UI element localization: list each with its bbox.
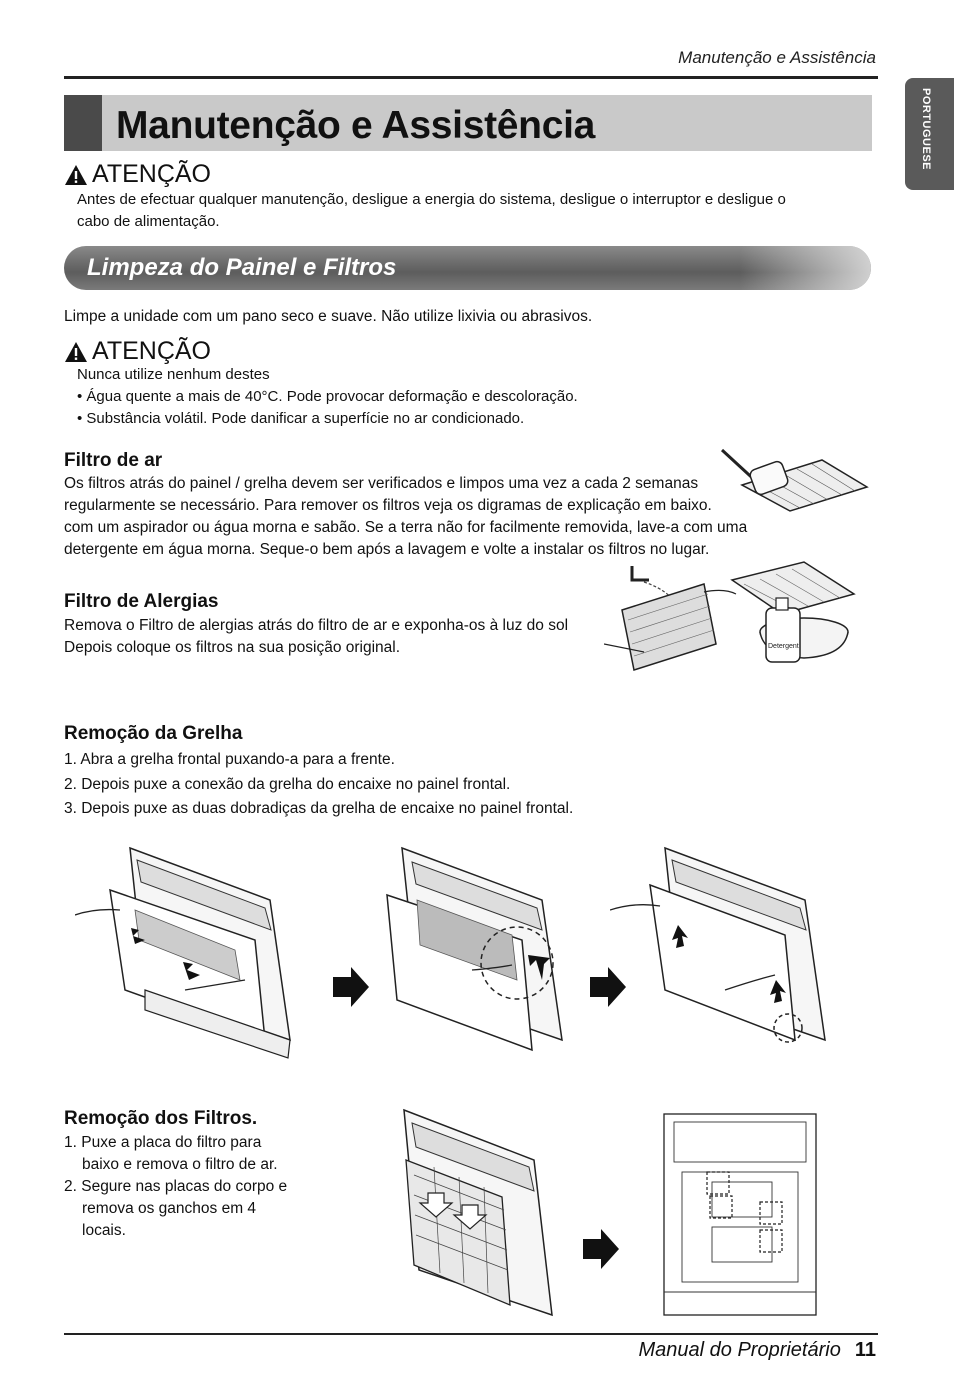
text-line: Os filtros atrás do painel / grelha devem ser verificados e limpos uma vez a cada 2 semanas	[64, 475, 699, 492]
step-arrow-icon	[333, 967, 369, 1007]
warning-heading-1	[64, 160, 211, 189]
warning-icon	[64, 341, 88, 363]
filter-washing-illustration	[604, 552, 866, 682]
title-accent-block	[64, 95, 102, 151]
step-item: 3. Depois puxe as duas dobradiças da grelha de encaixe no painel frontal.	[64, 800, 574, 817]
filter-hooks-illustration	[662, 1112, 818, 1317]
language-tab	[905, 78, 954, 190]
warning-text-2	[77, 364, 578, 430]
text-line: Depois coloque os filtros na sua posição original.	[64, 639, 401, 656]
warning-lead: Nunca utilize nenhum destes	[77, 366, 270, 383]
warning-text-1	[77, 189, 786, 233]
warning-line: Antes de efectuar qualquer manutenção, desligue a energia do sistema, desligue o interruptor e desligue o	[77, 191, 786, 208]
grille-removal-steps	[64, 748, 573, 822]
section-header-highlight	[740, 246, 871, 290]
warning-label-1: ATENÇÃO	[92, 160, 211, 188]
page-footer	[639, 1339, 877, 1362]
intro-text: Limpe a unidade com um pano seco e suave. Não utilize lixivia ou abrasivos.	[64, 308, 593, 325]
step-item: locais.	[82, 1222, 126, 1239]
grille-step-3-illustration	[610, 840, 832, 1065]
warning-bullet: • Substância volátil. Pode danificar a superfície no ar condicionado.	[77, 410, 525, 427]
language-tab-label: PORTUGUESE	[920, 88, 932, 171]
warning-bullet: • Água quente a mais de 40°C. Pode provocar deformação e descoloração.	[77, 388, 578, 405]
step-item: 2. Segure nas placas do corpo e	[64, 1178, 288, 1195]
allergy-filter-heading: Filtro de Alergias	[64, 591, 219, 612]
warning-line: cabo de alimentação.	[77, 213, 220, 230]
warning-icon	[64, 164, 88, 186]
manual-title: Manual do Proprietário	[638, 1339, 841, 1361]
text-line: detergente em água morna. Seque-o bem após a lavagem e volte a instalar os filtros no lugar.	[64, 541, 710, 558]
filter-removal-illustration	[384, 1105, 556, 1323]
text-line: Remova o Filtro de alergias atrás do filtro de ar e exponha-os à luz do sol	[64, 617, 569, 634]
step-item: 1. Puxe a placa do filtro para	[64, 1134, 262, 1151]
step-item: 1. Abra a grelha frontal puxando-a para a frente.	[64, 751, 395, 768]
step-item: remova os ganchos em 4	[82, 1200, 257, 1217]
text-line: com um aspirador ou água morna e sabão. Se a terra não for facilmente removida, lave-a com uma	[64, 519, 748, 536]
text-line: regularmente se necessário. Para remover os filtros veja os digramas de explicação em baixo.	[64, 497, 712, 514]
step-arrow-icon	[583, 1229, 619, 1269]
footer-rule	[64, 1333, 878, 1335]
air-filter-heading: Filtro de ar	[64, 450, 163, 471]
step-item: 2. Depois puxe a conexão da grelha do encaixe no painel frontal.	[64, 775, 511, 793]
grille-step-2-illustration	[372, 840, 572, 1065]
grille-removal-heading: Remoção da Grelha	[64, 723, 243, 744]
filter-removal-steps	[64, 1132, 287, 1242]
section-title: Limpeza do Painel e Filtros	[87, 254, 397, 281]
step-item: baixo e remova o filtro de ar.	[82, 1156, 278, 1173]
warning-label-2: ATENÇÃO	[92, 337, 211, 365]
vacuum-cleaning-illustration	[712, 445, 872, 515]
page-title: Manutenção e Assistência	[116, 104, 596, 147]
warning-heading-2	[64, 337, 211, 366]
running-header: Manutenção e Assistência	[678, 48, 876, 67]
grille-step-1-illustration	[75, 840, 300, 1065]
header-rule	[64, 76, 878, 79]
detergent-label: Detergent	[768, 643, 799, 650]
page-number: 11	[854, 1339, 876, 1361]
allergy-filter-text	[64, 615, 568, 659]
filter-removal-heading: Remoção dos Filtros.	[64, 1108, 258, 1129]
